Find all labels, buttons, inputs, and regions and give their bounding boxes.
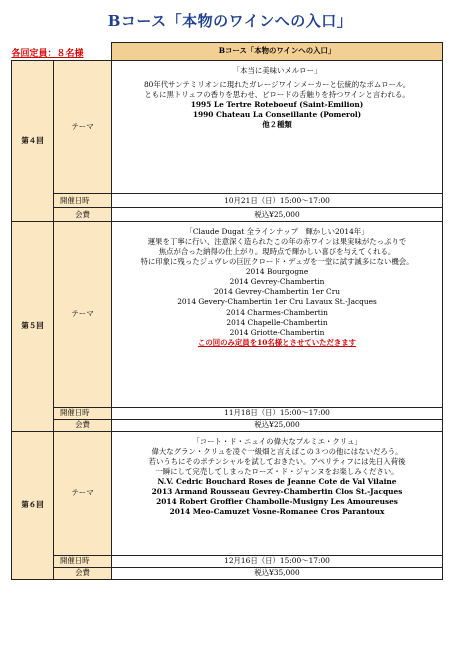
session-4-wine-1: 1995 Le Tertre Roteboeuf (Saint-Emilion) [190,100,364,110]
session-6-wine-4: 2014 Meo-Camuzet Vosne-Romanee Cros Parantoux [169,507,385,517]
session-5-fee: 税込¥25,000 [112,420,443,432]
session-4-desc-2: ともに黒トリュフの香りを思わせ、ビロードの舌触りを持つワインと言われる。 [144,90,410,100]
capacity-label: 各回定員：８名様 [11,48,84,59]
session-5-date-label: 開催日時 [54,408,112,420]
table-header: Bコース「本物のワインへの入口」 [112,43,443,61]
session-5-theme-label: テーマ [54,222,112,408]
session-4-wine-other: 他２種類 [262,120,292,130]
session-5-theme [112,222,443,408]
session-5-fee-row [12,420,443,432]
session-6-fee: 税込¥35,000 [112,568,443,580]
session-4-date: 10月21日（日）15:00～17:00 [112,194,443,208]
session-4-theme [112,61,443,194]
session-6-date-label: 開催日時 [54,556,112,568]
session-4-fee: 税込¥25,000 [112,208,443,222]
session-5-wine-5: 2014 Charmes-Chambertin [226,307,328,317]
session-6-date-row [12,556,443,568]
session-5-wine-6: 2014 Chapelle-Chambertin [226,317,328,327]
session-5-theme-row [12,222,443,408]
page-title: Bコース「本物のワインへの入口」 [107,12,353,30]
session-5-capacity-note: この回のみ定員を10名様とさせていただきます [197,337,357,347]
session-4-theme-row [12,61,443,194]
session-5-wine-7: 2014 Griotte-Chambertin [229,327,325,337]
session-6-round: 第６回 [12,432,54,580]
session-5-desc-1: 運果を丁寧に行い、注意深く造られたこの年の赤ワインは果実味がたっぷりで [147,237,407,247]
session-6-fee-label: 会費 [54,568,112,580]
session-5-theme-title: 「Claude Dugat 全ラインナップ 輝かしい2014年」 [185,227,369,236]
session-6-date: 12月16日（日）15:00～17:00 [112,556,443,568]
session-5-round: 第５回 [12,222,54,432]
capacity-cell [12,43,112,61]
table-header-row [12,43,443,61]
session-4-theme-title: 「本当に美味いメルロー」 [232,66,322,75]
session-5-date: 11月18日（日）15:00～17:00 [112,408,443,420]
session-6-theme-title: 「コート・ド・ニュイの偉大なプルミエ・クリュ」 [192,437,362,446]
session-5-wine-1: 2014 Bourgogne [245,267,309,277]
session-4-date-row [12,194,443,208]
session-6-wine-3: 2014 Robert Groffier Chambolle-Musigny Les Amoureuses [156,497,398,507]
session-5-wine-4: 2014 Gevery-Chambertin 1er Cru Lavaux St.-Jacques [177,297,377,307]
session-5-desc-2: 焦点が合った納得の仕上がり。現時点で輝かしい喜びを与えてくれる。 [158,247,396,257]
session-6-fee-row [12,568,443,580]
session-5-wine-3: 2014 Gevrey-Chambertin 1er Cru [214,287,341,297]
session-6-wine-1: N.V. Cedric Bouchard Roses de Jeanne Cote de Val Vilaine [157,477,397,487]
session-4-fee-row [12,208,443,222]
session-6-theme-label: テーマ [54,432,112,556]
session-6-desc-2: 若いうちにそのポテンシャルを試しておきたい。アペリティフには先日入荷後 [148,457,406,467]
session-5-date-row [12,408,443,420]
course-table [11,42,443,580]
session-6-wine-2: 2013 Armand Rousseau Gevrey-Chambertin Clos St.-Jacques [151,487,403,497]
session-5-desc-3: 特に印象に残ったジュヴレの巨匠クロード・デュガを一堂に試す滅多にない機会。 [140,257,414,267]
session-4-date-label: 開催日時 [54,194,112,208]
session-6-theme-row [12,432,443,556]
session-5-fee-label: 会費 [54,420,112,432]
session-4-fee-label: 会費 [54,208,112,222]
session-4-theme-label: テーマ [54,61,112,194]
session-6-theme [112,432,443,556]
session-4-wine-2: 1990 Chateau La Conseillante (Pomerol) [192,110,362,120]
session-5-wine-2: 2014 Gevrey-Chambertin [229,277,325,287]
session-6-desc-3: 一瞬にして完売してしまったローズ・ド・ジャンヌをお楽しみください。 [155,467,399,477]
session-4-round: 第４回 [12,61,54,222]
session-4-desc-1: 80年代サンテミリオンに現れたガレージワインメーカーと伝統的なポムロール。 [143,80,411,90]
session-6-desc-1: 偉大なグラン・クリュを凌ぐ一級畑と言えばこの３つの他にはないだろう。 [151,447,403,457]
